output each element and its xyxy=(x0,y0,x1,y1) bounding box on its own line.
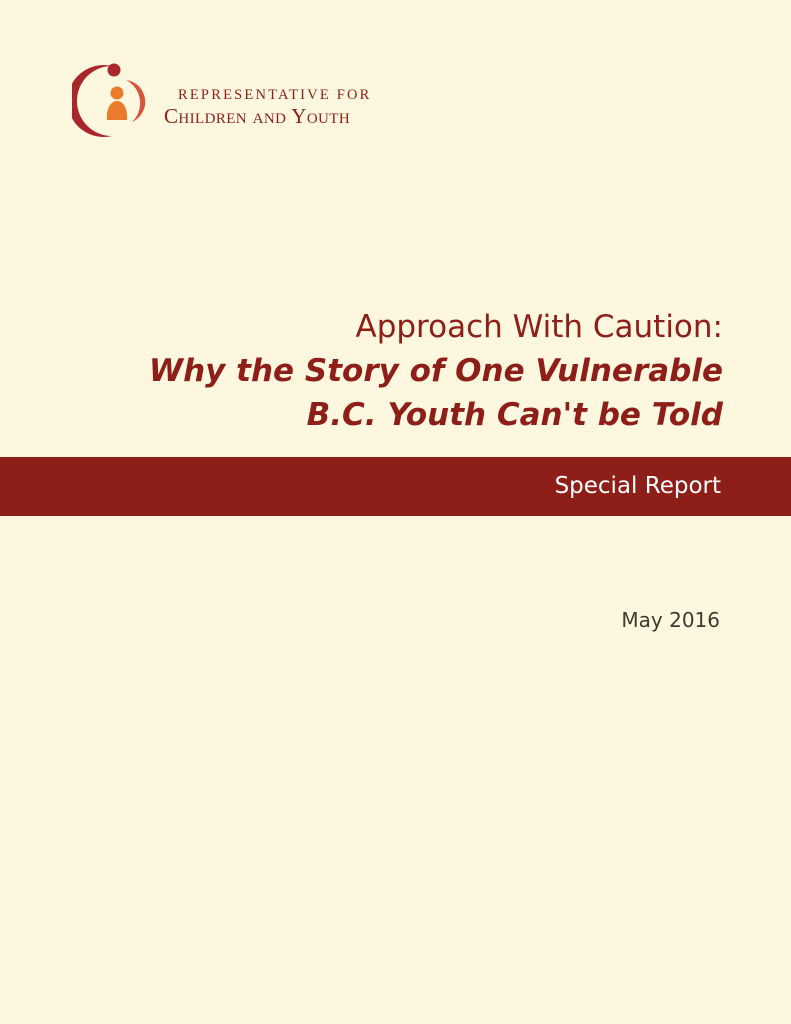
report-title xyxy=(149,305,723,437)
title-subtitle-line-2: B.C. Youth Can't be Told xyxy=(306,397,723,433)
report-type-banner xyxy=(0,457,791,516)
title-subtitle-line-1: Why the Story of One Vulnerable xyxy=(148,353,723,389)
mother-child-icon xyxy=(72,60,152,142)
logo-line-2: Children and Youth xyxy=(164,104,351,128)
publication-date: May 2016 xyxy=(621,608,720,632)
title-main: Approach With Caution: xyxy=(355,309,723,345)
logo-line-1: REPRESENTATIVE FOR xyxy=(178,87,372,103)
organization-logo xyxy=(72,60,412,142)
report-type-label: Special Report xyxy=(554,473,721,499)
logo-wordmark xyxy=(164,86,372,128)
